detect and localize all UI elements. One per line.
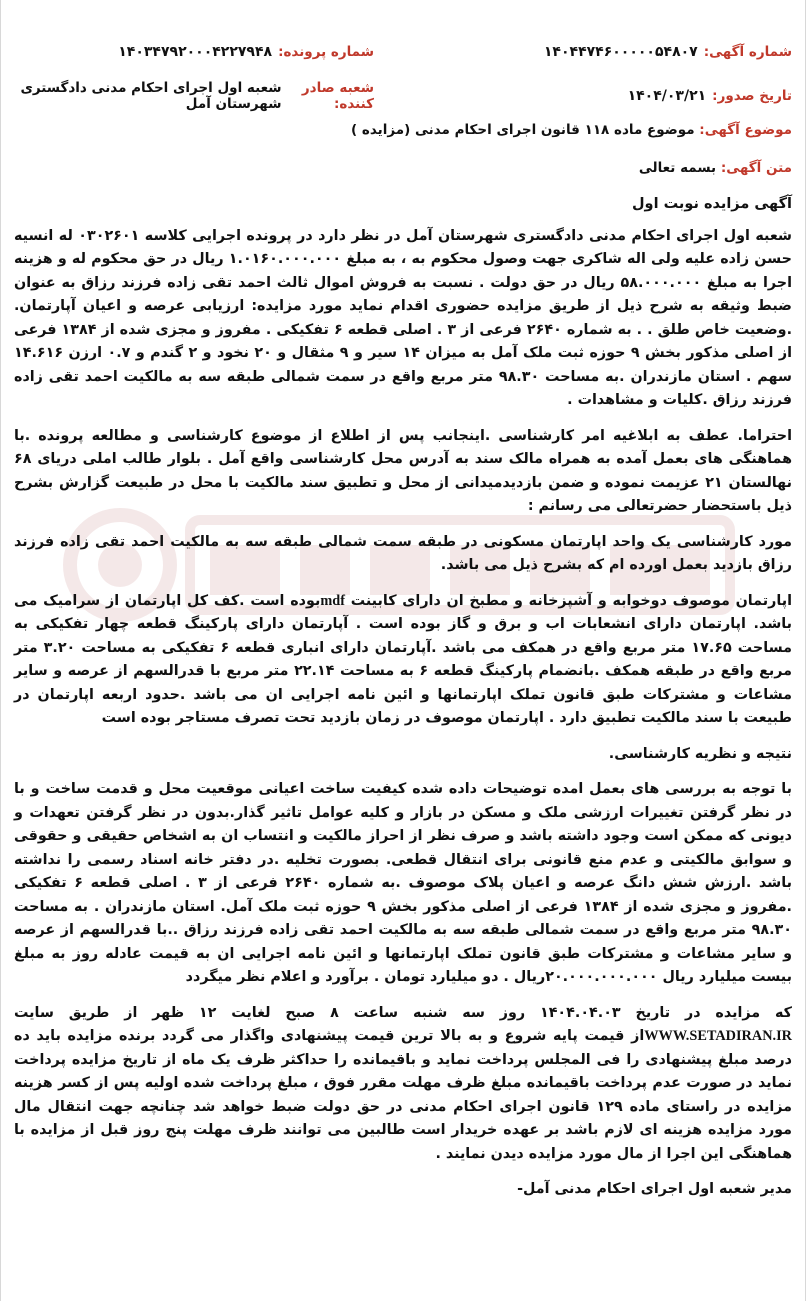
header-row-2 <box>14 74 792 118</box>
case-number-label: شماره پرونده: <box>278 44 374 60</box>
subject-value: موضوع ماده ۱۱۸ قانون اجرای احکام مدنی (مزایده ) <box>351 122 695 138</box>
auction-terms-part-1: که مزایده در تاریخ ۱۴۰۴.۰۴.۰۳ روز سه شنبه ساعت ۸ صبح لغایت ۱۲ ظهر از طریق سایت <box>14 1004 792 1021</box>
signature-line: مدیر شعبه اول اجرای احکام مدنی آمل- <box>517 1181 792 1197</box>
notice-number-label: شماره آگهی: <box>703 44 792 60</box>
paragraph-expert-visit: احتراما. عطف به ابلاغیه امر کارشناسی .اینجانب پس از اطلاع از موضوع کارشناسی و مطالعه پرونده .با هماهنگی های بعمل آمده به همراه مالک سند به آدرس محل کارشناسی واقع آمل . بلوار طالب املی دریای ۶۸ نهالستان ۲۱ عزیمت نموده و ضمن بازدیدمیدانی از محل و تطبیق سند مالکیت با محل در طبیعت گزارش بشرح ذیل باستحضار حضرتعالی می رسانم : <box>14 427 792 514</box>
issue-date-value: ۱۴۰۴/۰۳/۲۱ <box>627 88 707 104</box>
apartment-description-part-2: بوده است .کف کل اپارتمان از سرامیک می باشد. اپارتمان دارای انشعابات اب و برق و گاز بوده است . آپارتمان دارای پارکینگ قطعه چهار تفکیکی به مساحت ۱۷.۶۵ متر مربع واقع در همکف می باشد .آپارتمان دارای انباری قطعه ۶ تفکیکی به مساحت ۳.۲۰ متر مربع واقع در طبقه همکف .بانضمام پارکینگ قطعه ۶ به مساحت ۲۲.۱۴ متر مربع با قدرالسهم از عرصه و سایر مشاعات و مشترکات طبق قانون تملک اپارتمانها و ائین نامه اجرایی ان می باشد .حدود اربعه اپارتمان در طبیعت با سند مالکیت تطبیق دارد . اپارتمان موصوف در زمان بازدید تحت تصرف مستاجر بوده است <box>14 592 793 726</box>
mdf-term: mdf <box>320 592 345 609</box>
issuer-value: شعبه اول اجرای احکام مدنی دادگستری شهرستان آمل <box>20 80 282 112</box>
issuer-label: شعبه صادر کننده: <box>301 80 374 112</box>
header-grid <box>14 30 792 118</box>
paragraph-auction-terms <box>14 1002 792 1167</box>
paragraph-valuation: با توجه به بررسی های بعمل امده توضیحات داده شده کیفیت ساخت اعیانی موقعیت محل و قدمت ساخت و با در نظر گرفتن تغییرات ارزشی ملک و مسکن در بازار و کلیه عوامل تاثیر گذار.بدون در نظر گرفتن تعهدات و دیونی که ممکن است وجود داشته باشد و صرف نظر از احراز مالکیت و انتساب ان به اشخاص حقیقی و حقوقی و سوابق مالکیتی و عدم منع قانونی برای انتقال قطعی. بصورت تخلیه .در دفتر خانه اسناد رسمی را نداشته باشد .ارزش شش دانگ عرصه و اعیان پلاک موصوف .به شماره ۲۶۴۰ فرعی از ۳ . اصلی قطعه ۶ تفکیکی .مفروز و مجزی شده از ۱۳۸۴ فرعی از اصلی مذکور بخش ۹ حوزه ثبت ملک آمل. استان مازندران . به مساحت ۹۸.۳۰ متر مربع واقع در سمت شمالی طبقه سه به مالکیت احمد تقی زاده فرزند رزاق ..با قدرالسهم از عرصه و سایر مشاعات و مشترکات طبق قانون تملک اپارتمانها و ائین نامه اجرایی ان به قیمت عادله روز به مبلغ بیست میلیارد ریال ۲۰.۰۰۰.۰۰۰.۰۰۰ریال . دو میلیارد تومان . برآورد و اعلام نظر میگردد <box>14 781 792 985</box>
notice-text-header <box>14 160 792 176</box>
issue-date-label: تاریخ صدور: <box>712 88 792 104</box>
notice-text-label: متن آگهی: <box>720 160 792 176</box>
notice-subject <box>14 122 792 138</box>
apartment-description-part-1: اپارتمان موصوف دوخوابه و آشپزخانه و مطبخ ان دارای کابینت <box>344 592 792 609</box>
paragraph-result-heading: نتیجه و نظریه کارشناسی. <box>608 745 792 762</box>
notice-body <box>14 193 792 1214</box>
notice-text-value: بسمه تعالی <box>638 160 717 176</box>
case-number <box>14 44 374 60</box>
paragraph-apartment-description <box>14 590 792 731</box>
issue-date <box>628 88 792 104</box>
paragraph-subject-property: مورد کارشناسی یک واحد اپارتمان مسکونی در طبقه سمت شمالی طبقه سه به مالکیت احمد تقی زاده فرزند رزاق بازدید بعمل اورده ام که بشرح ذیل می باشد. <box>14 533 792 573</box>
notice-number <box>544 44 792 60</box>
case-number-value: ۱۴۰۳۴۷۹۲۰۰۰۴۲۲۷۹۴۸ <box>118 44 273 60</box>
paragraph-intro: شعبه اول اجرای احکام مدنی دادگستری شهرستان آمل در نظر دارد در پرونده اجرایی کلاسه ۰۳۰۲۶۰۱ له انسیه حسن زاده علیه ولی اله شاکری جهت وصول محکوم به ، به مبلغ ۱.۰۱۶۰.۰۰۰.۰۰۰ ریال در حق محکوم له و هزینه اجرا به مبلغ ۵۸.۰۰۰.۰۰۰ ریال در حق دولت . نسبت به فروش اموال ثالث احمد تقی زاده فرزند رزاق به عنوان ضبط وثیقه به شرح ذیل از طریق مزایده حضوری اقدام نماید مورد مزایده: ارزیابی عرصه و اعیان آپارتمان. .وضعیت خاص طلق . . به شماره ۲۶۴۰ فرعی از ۳ . اصلی قطعه ۶ تفکیکی . مفروز و مجزی شده از ۱۳۸۴ فرعی از اصلی مذکور بخش ۹ حوزه ثبت ملک آمل به میزان ۱۴ سیر و ۹ مثقال و ۲۰ نخود و ۲ گندم و ۰.۷ ارزن ۱۴.۶۱۶ سهم . استان مازندران .به مساحت ۹۸.۳۰ متر مربع واقع در سمت شمالی طبقه سه به مالکیت احمد تقی زاده فرزند رزاق .کلیات و مشاهدات . <box>14 227 792 408</box>
issuer <box>14 80 374 112</box>
setadiran-site-link[interactable]: WWW.SETADIRAN.IR <box>644 1028 792 1044</box>
auction-title: آگهی مزایده نوبت اول <box>631 196 792 212</box>
auction-terms-part-2: از قیمت پایه شروع و به بالا ترین قیمت پیشنهادی واگذار می گردد برنده مزایده باید ده درصد مبلغ پیشنهادی را فی المجلس پرداخت نماید و باقیمانده را حداکثر ظرف یک ماه از تاریخ مزایده پرداخت نماید در صورت عدم پرداخت باقیمانده مبلغ ظرف مهلت مقرر فوق ، مبلغ پرداخت شده اولیه پس از کسر هزینه مزایده در راستای ماده ۱۲۹ قانون اجرای احکام مدنی در حق دولت ضبط خواهد شد چنانچه جهت انتقال مال مورد مزایده هزینه ای لازم باشد بر عهده خریدار است طالبین می توانند ظرف مهلت پنج روز قبل از مزایده با هماهنگی این اجرا از مال مورد مزایده دیدن نمایند . <box>14 1028 793 1162</box>
header-row-1 <box>14 30 792 74</box>
subject-label: موضوع آگهی: <box>699 122 792 138</box>
notice-number-value: ۱۴۰۴۴۷۴۶۰۰۰۰۰۵۴۸۰۷ <box>543 44 698 60</box>
